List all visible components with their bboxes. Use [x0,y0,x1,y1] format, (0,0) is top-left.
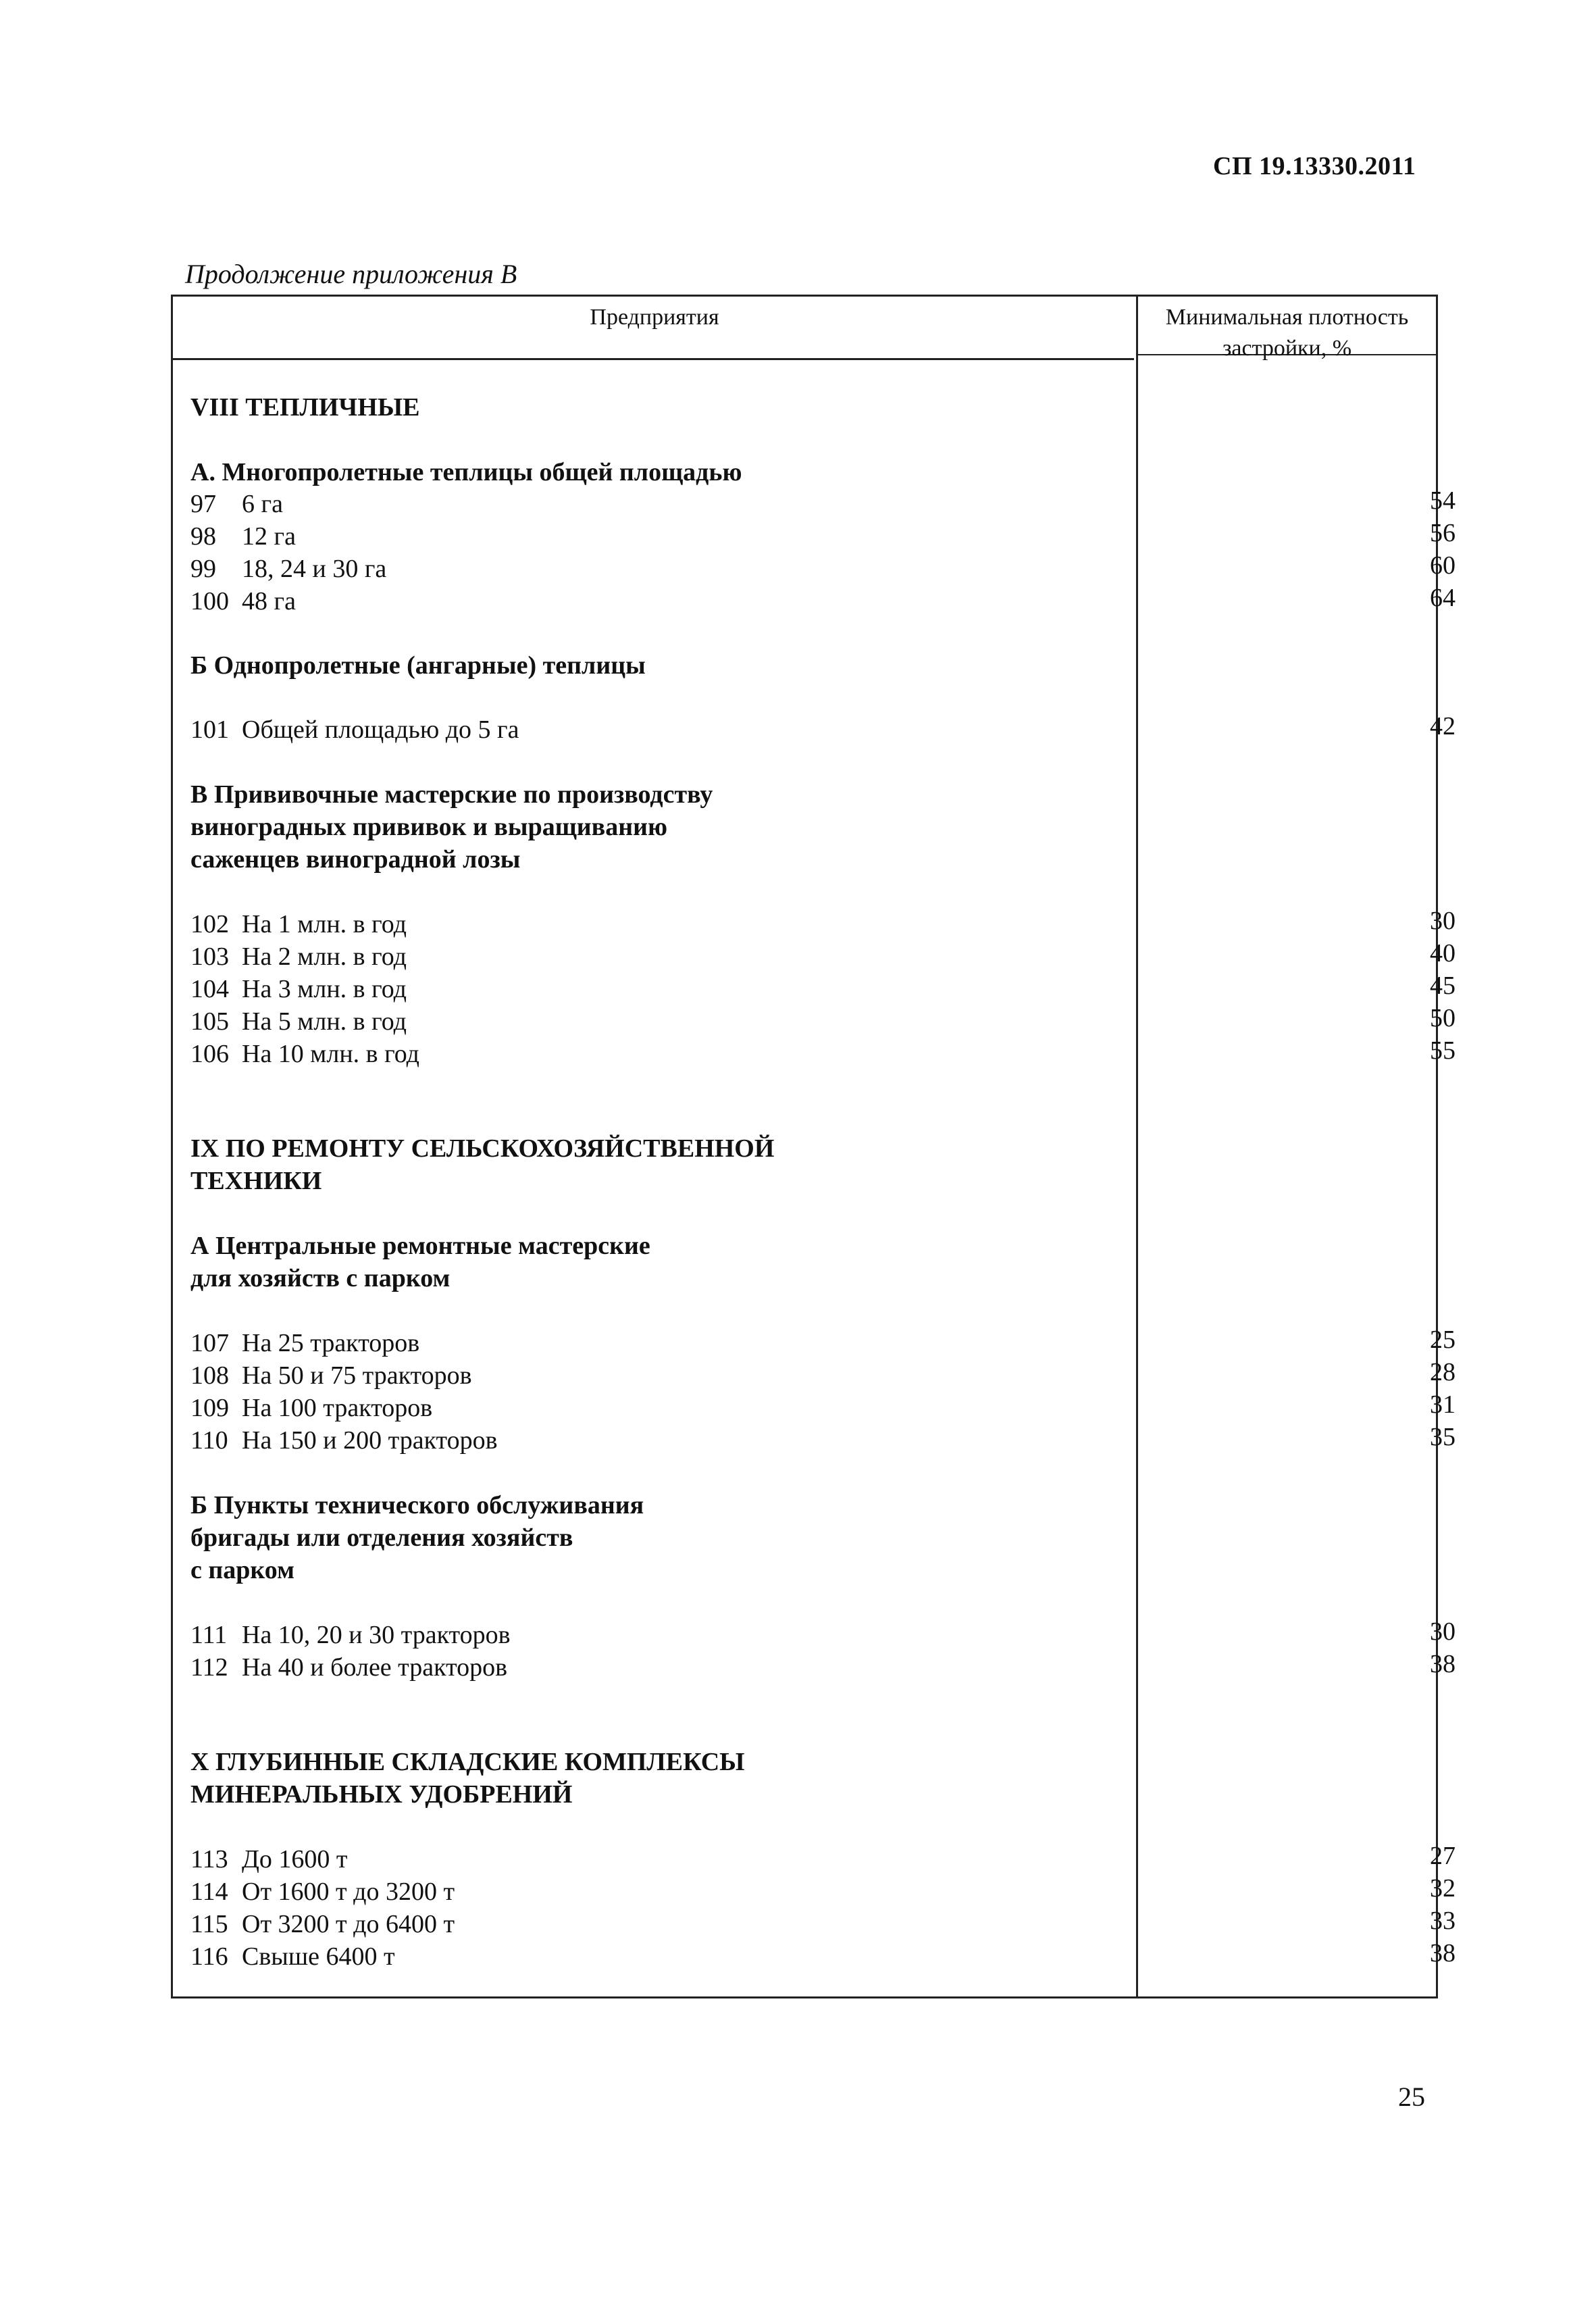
document-code: СП 19.13330.2011 [1213,152,1416,180]
row-value: 27 [1430,1842,1456,1870]
header-min-density-line2: застройки, % [1222,336,1352,361]
row-value: 54 [1430,486,1456,515]
page-number: 25 [1398,2082,1425,2112]
table-row [190,553,386,585]
row-value: 56 [1430,519,1456,547]
row-value: 30 [1430,1617,1456,1646]
row-value: 60 [1430,551,1456,580]
row-label: 12 га [242,522,296,551]
row-label: На 50 и 75 тракторов [242,1361,472,1390]
section-heading: МИНЕРАЛЬНЫХ УДОБРЕНИЙ [190,1780,573,1809]
subsection-heading: Б Пункты технического обслуживания [190,1491,644,1519]
row-number: 106 [190,1040,229,1068]
table-row [190,1651,507,1684]
row-number: 107 [190,1329,229,1357]
row-label: На 10, 20 и 30 тракторов [242,1621,511,1649]
subsection-heading: с парком [190,1556,294,1584]
table-row [190,488,283,520]
row-value: 25 [1430,1326,1456,1354]
row-number: 99 [190,555,216,583]
row-label: На 3 млн. в год [242,975,407,1003]
table-row [190,1327,419,1359]
row-number: 104 [190,975,229,1003]
row-number: 108 [190,1361,229,1390]
row-value: 28 [1430,1358,1456,1386]
row-label: До 1600 т [242,1845,348,1873]
table-row [190,1876,455,1908]
table-row [190,1038,419,1070]
row-number: 110 [190,1426,228,1455]
row-number: 109 [190,1394,229,1422]
row-value: 45 [1430,972,1456,1000]
row-label: На 5 млн. в год [242,1007,407,1036]
table-row [190,940,407,973]
table-row [190,713,519,746]
row-number: 113 [190,1845,228,1873]
subsection-heading: бригады или отделения хозяйств [190,1524,573,1552]
table-row [190,973,407,1005]
row-number: 114 [190,1878,228,1906]
subsection-heading: саженцев виноградной лозы [190,845,521,874]
row-number: 115 [190,1910,228,1938]
section-heading: ТЕХНИКИ [190,1167,322,1195]
row-label: На 10 млн. в год [242,1040,419,1068]
subsection-heading: Б Однопролетные (ангарные) теплицы [190,651,646,680]
table-row [190,1424,498,1457]
row-label: Общей площадью до 5 га [242,715,519,744]
continuation-title: Продолжение приложения В [185,259,517,289]
subsection-heading: виноградных прививок и выращиванию [190,813,668,841]
row-number: 116 [190,1942,228,1971]
row-number: 111 [190,1621,228,1649]
row-value: 30 [1430,907,1456,935]
row-value: 50 [1430,1004,1456,1032]
table-row [190,585,296,618]
row-label: Свыше 6400 т [242,1942,395,1971]
row-label: На 100 тракторов [242,1394,433,1422]
row-number: 112 [190,1653,228,1682]
row-number: 102 [190,910,229,938]
row-label: 6 га [242,490,283,518]
row-value: 33 [1430,1907,1456,1935]
table-row [190,1619,511,1651]
row-value: 55 [1430,1036,1456,1065]
row-label: На 1 млн. в год [242,910,407,938]
header-rule-left [173,358,1134,360]
subsection-heading: В Прививочные мастерские по производству [190,780,713,809]
row-label: На 2 млн. в год [242,942,407,971]
subsection-heading: А. Многопролетные теплицы общей площадью [190,458,742,486]
row-value: 38 [1430,1939,1456,1967]
row-number: 103 [190,942,229,971]
subsection-heading: А Центральные ремонтные мастерские [190,1232,650,1260]
table-row [190,1392,432,1424]
row-value: 32 [1430,1874,1456,1903]
row-label: От 1600 т до 3200 т [242,1878,455,1906]
subsection-heading: для хозяйств с парком [190,1264,451,1292]
row-number: 98 [190,522,216,551]
row-number: 97 [190,490,216,518]
section-heading: X ГЛУБИННЫЕ СКЛАДСКИЕ КОМПЛЕКСЫ [190,1748,745,1776]
column-divider [1136,297,1138,1996]
table-row [190,520,296,553]
row-value: 64 [1430,584,1456,612]
row-value: 35 [1430,1423,1456,1451]
row-label: На 25 тракторов [242,1329,420,1357]
table-row [190,1359,472,1392]
row-label: 48 га [242,587,296,615]
row-number: 101 [190,715,229,744]
table-row [190,1005,407,1038]
row-label: 18, 24 и 30 га [242,555,387,583]
table-row [190,1843,348,1876]
section-heading: VIII ТЕПЛИЧНЫЕ [190,393,420,422]
row-label: На 150 и 200 тракторов [242,1426,498,1455]
row-value: 42 [1430,712,1456,740]
row-number: 100 [190,587,229,615]
density-table [171,295,1456,1998]
row-label: На 40 и более тракторов [242,1653,508,1682]
row-label: От 3200 т до 6400 т [242,1910,455,1938]
row-value: 31 [1430,1390,1456,1419]
section-heading: IX ПО РЕМОНТУ СЕЛЬСКОХОЗЯЙСТВЕННОЙ [190,1134,775,1163]
table-row [190,908,407,940]
row-number: 105 [190,1007,229,1036]
row-value: 38 [1430,1650,1456,1678]
header-enterprises: Предприятия [590,305,719,330]
table-row [190,1908,455,1940]
table-row [190,1940,395,1973]
header-min-density [1138,302,1436,364]
row-value: 40 [1430,939,1456,967]
header-min-density-line1: Минимальная плотность [1165,305,1409,330]
